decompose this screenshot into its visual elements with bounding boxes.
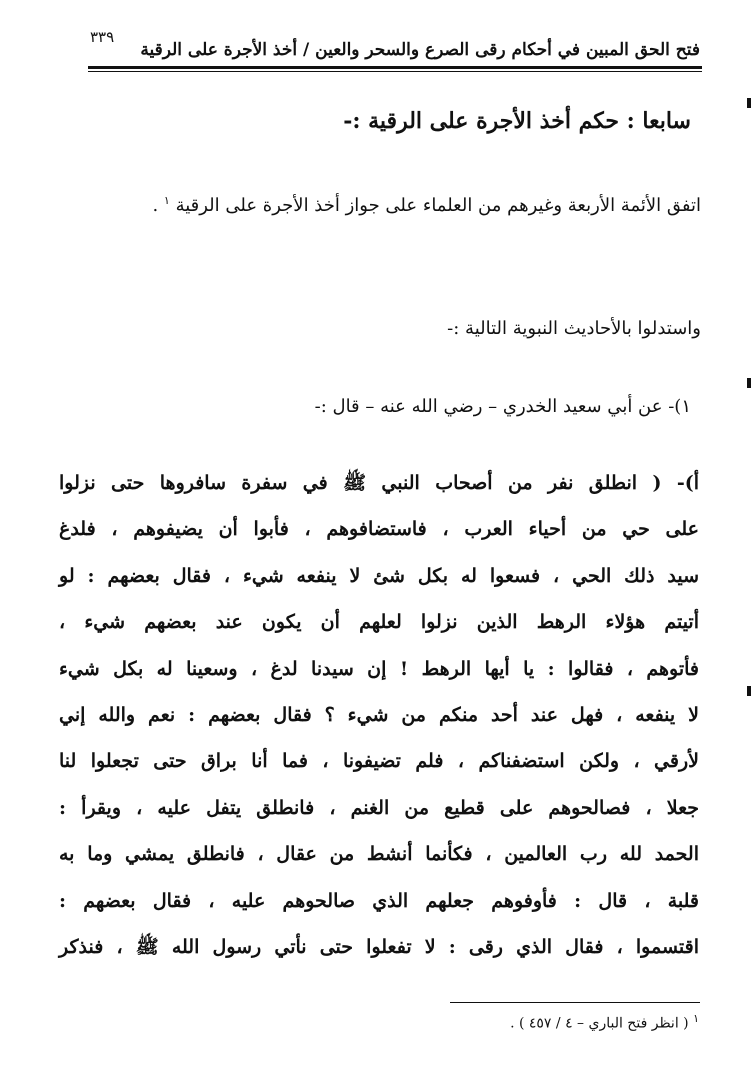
paragraph-consensus (61, 178, 701, 229)
scan-edge-mark (747, 378, 751, 388)
footnote (510, 1012, 699, 1032)
hadith-line: على حي من أحياء العرب ، فاستضافوهم ، فأبوا أن يضيفوهم ، فلدغ (59, 518, 699, 541)
paragraph-text: اتفق الأئمة الأربعة وغيرهم من العلماء على جواز أخذ الأجرة على الرقية (175, 195, 701, 216)
hadith-line: لا ينفعه ، فهل عند أحد منكم من شيء ؟ فقال بعضهم : نعم والله إني (59, 704, 699, 727)
header-rule (88, 66, 702, 69)
hadith-text (59, 460, 699, 970)
paragraph-hadith-chain: ١)- عن أبي سعيد الخدري – رضي الله عنه – قال :- (314, 396, 691, 417)
header-title: فتح الحق المبين في أحكام رقى الصرع والسحر والعين / أخذ الأجرة على الرقية (140, 40, 700, 60)
scan-edge-mark (747, 686, 751, 696)
hadith-line: جعلا ، فصالحوهم على قطيع من الغنم ، فانطلق يتفل عليه ، ويقرأ : (59, 796, 699, 819)
section-title: سابعا : حكم أخذ الأجرة على الرقية :- (343, 108, 691, 134)
hadith-line: لأرقي ، ولكن استضفناكم ، فلم تضيفونا ، فما أنا براق حتى تجعلوا لنا (59, 750, 699, 773)
footnote-text: ( انظر فتح الباري – ٤ / ٤٥٧ ) . (510, 1015, 689, 1032)
hadith-line: قلبة ، قال : فأوفوهم جعلهم الذي صالحوهم عليه ، فقال بعضهم : (59, 889, 699, 912)
scan-edge-mark (747, 98, 751, 108)
paragraph-end: . (152, 195, 164, 216)
page-number: ٣٣٩ (90, 28, 115, 46)
paragraph-evidence-intro: واستدلوا بالأحاديث النبوية التالية :- (447, 318, 701, 339)
footnote-divider (450, 1002, 700, 1003)
hadith-line: فأتوهم ، فقالوا : يا أيها الرهط ! إن سيدنا لدغ ، وسعينا له بكل شيء (59, 657, 699, 680)
footnote-reference: ١ (163, 194, 170, 207)
hadith-line: أ)- ( انطلق نفر من أصحاب النبي ﷺ في سفرة سافروها حتى نزلوا (59, 472, 699, 494)
hadith-line: اقتسموا ، فقال الذي رقى : لا تفعلوا حتى نأتي رسول الله ﷺ ، فنذكر (59, 936, 699, 959)
footnote-marker: ١ (693, 1012, 699, 1025)
hadith-line: الحمد لله رب العالمين ، فكأنما أنشط من عقال ، فانطلق يمشي وما به (59, 843, 699, 866)
header-rule-thin (88, 71, 702, 72)
hadith-line: أتيتم هؤلاء الرهط الذين نزلوا لعلهم أن يكون عند بعضهم شيء ، (59, 611, 699, 634)
hadith-line: سيد ذلك الحي ، فسعوا له بكل شئ لا ينفعه شيء ، فقال بعضهم : لو (59, 564, 699, 587)
running-header (90, 28, 700, 68)
